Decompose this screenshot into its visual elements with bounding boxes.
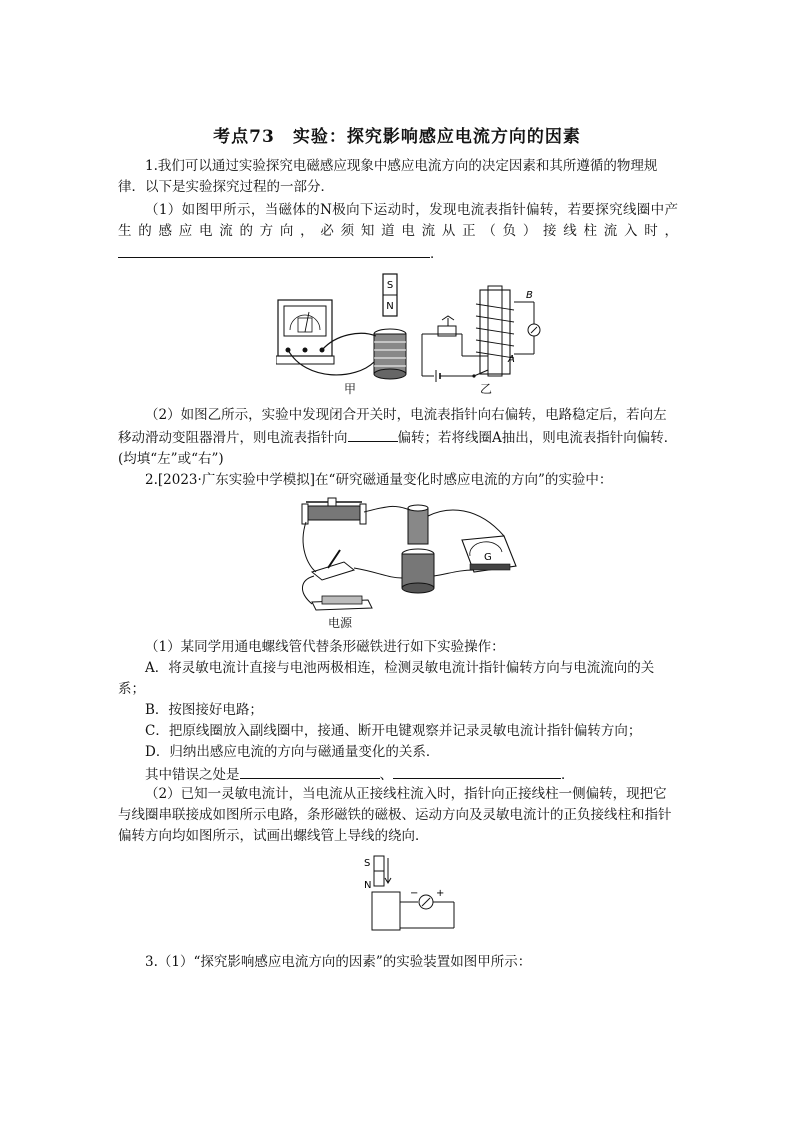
- q2-error-prefix: 其中错误之处是: [145, 767, 240, 783]
- switch: [312, 550, 354, 580]
- figure-q2-coil-sketch: [362, 852, 462, 934]
- q1-part1: （1）如图甲所示，当磁体的N极向下运动时，发现电流表指针偏转，若要探究线圈中产生的感应电流的方向，必须知道电流从正（负）接线柱流入时，: [118, 202, 678, 239]
- rheostat: [302, 498, 366, 524]
- q2-error-sep: 、: [379, 767, 393, 783]
- sketch-s-label: S: [364, 858, 371, 869]
- q1-part1-end: ．: [430, 246, 444, 262]
- figure-q1-apparatus: [276, 272, 556, 394]
- q1-part2: [118, 405, 678, 470]
- q2-intro: 2.[2023·广东实验中学模拟]在“研究磁通量变化时感应电流的方向”的实验中：: [145, 472, 613, 488]
- galvanometer: [462, 536, 516, 572]
- power-source: [312, 596, 372, 610]
- q2-step-b: B．按图接好电路；: [145, 702, 263, 718]
- label-b: B: [526, 290, 533, 301]
- sketch-plus-label: +: [436, 888, 445, 899]
- magnet-s-label: S: [386, 280, 394, 291]
- q1-intro: 1.我们可以通过实验探究电磁感应现象中感应电流方向的决定因素和其所遵循的物理规律．以下是实验探究过程的一部分．: [118, 158, 658, 195]
- page-title: 考点73 实验：探究影响感应电流方向的因素: [213, 127, 581, 147]
- figure-label-jia: 甲: [344, 382, 357, 396]
- q1-part2-text-b: 偏转；若将线圈A抽出，则电流表指针向: [397, 430, 637, 446]
- g-label: G: [484, 552, 492, 563]
- ammeter-figure-jia: [276, 300, 334, 364]
- figure-q2-apparatus: [298, 496, 524, 614]
- sketch-minus-label: −: [410, 888, 419, 899]
- q2-error-line: [118, 763, 678, 786]
- q2-step-a: A．将灵敏电流计直接与电池两极相连，检测灵敏电流计指针偏转方向与电流流向的关系；: [118, 660, 655, 697]
- figure-label-yi: 乙: [480, 382, 493, 396]
- q2-step-d: D．归纳出感应电流的方向与磁通量变化的关系．: [145, 744, 440, 760]
- magnet-jia: [383, 274, 397, 316]
- circuit-yi: [422, 286, 540, 382]
- answer-blank[interactable]: [118, 242, 430, 258]
- q1-part2-text-a: （2）如图乙所示，实验中发现闭合开关时，电流表指针向右偏转，电路稳定后，若向左移动滑动变阻器滑片，则电流表指针向: [118, 407, 667, 446]
- figure-label-power: 电源: [328, 616, 353, 630]
- answer-blank-left-right-1[interactable]: [348, 426, 398, 442]
- q1-part1-answer-line: [118, 242, 678, 265]
- magnet-n-label: N: [386, 301, 394, 312]
- q2-step-c: C．把原线圈放入副线圈中，接通、断开电键观察并记录灵敏电流计指针偏转方向；: [145, 723, 642, 739]
- q2-part2: （2）已知一灵敏电流计，当电流从正接线柱流入时，指针向正接线柱一侧偏转，现把它与线圈串联接成如图所示电路，条形磁铁的磁极、运动方向及灵敏电流计的正负接线柱和指针偏转方向均如图所示，试画出螺线管上导线的绕向．: [118, 786, 672, 844]
- q2-error-end: ．: [561, 767, 575, 783]
- q3-intro: 3.（1）“探究影响感应电流方向的因素”的实验装置如图甲所示：: [145, 954, 532, 970]
- coil-jia: [374, 329, 406, 379]
- label-a: A: [508, 354, 515, 365]
- answer-blank-error-1[interactable]: [240, 763, 380, 779]
- answer-blank-error-2[interactable]: [393, 763, 561, 779]
- sketch-n-label: N: [364, 880, 372, 891]
- coils: [402, 505, 434, 593]
- q1-part2-text-c: 偏转．(均填“左”或“右”): [118, 430, 678, 467]
- q2-part1: （1）某同学用通电螺线管代替条形磁铁进行如下实验操作：: [145, 639, 505, 655]
